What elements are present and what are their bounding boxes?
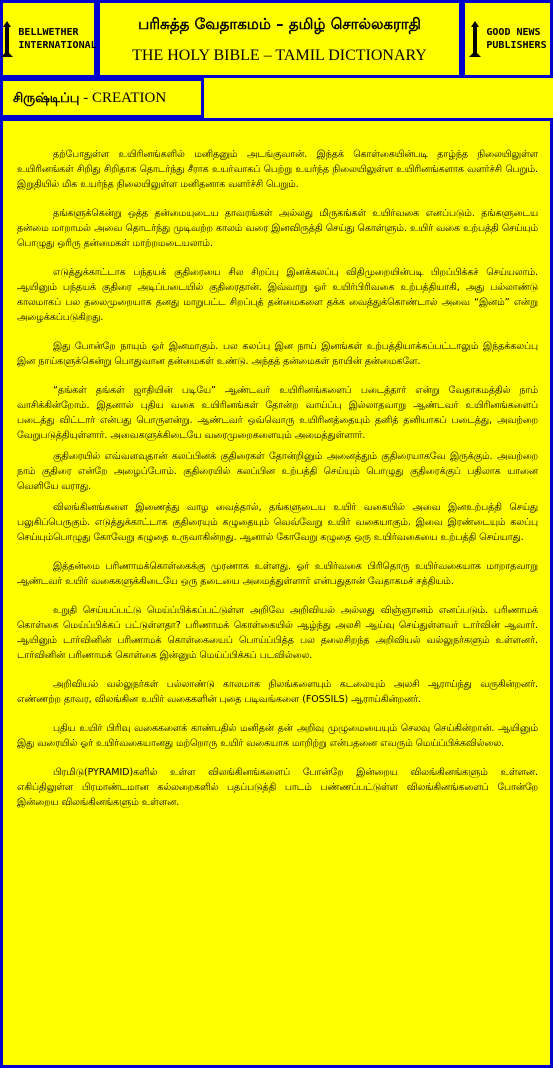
logo-right-line1: GOOD NEWS (486, 27, 541, 38)
paragraph-3: எடுத்துக்காட்டாக பந்தயக் குதிரையை சில சிறப்பு இனக்கலப்பு விதிமுறையின்படி பிறப்பிக்கச் செய்யலாம். ஆயினும் பந்தயக் குதிரை அடிப்படையில் குதிரைதான். இவ்வாறு ஓர் உயிர்பிரிவகை உற்பத்தியாகி, அது பல்லாண்டு காலமாகப் பல தலைமுறையாக தனது மாறுபட்ட சிறப்புத் தன்மைகளை தக்க வைத்துக்கொண்டால் அவை “இனம்” என்று அழைக்கப்படுகிறது. (17, 267, 538, 323)
paragraph-5: “தங்கள் தங்கள் ஜாதியின் படியே” ஆண்டவர் உயிரினங்களைப் படைத்தார் என்று வேதாகமத்தில் நாம் வாசிக்கின்றோம். இதனால் புதிய வகை உயிரினங்கள் தோன்ற வாய்ப்பு இல்லாதவாறு ஆண்டவர் உயிரினங்களைப் படைத்து விட்டார் என்பது பொருளன்று. ஆண்டவர் ஒவ்வொரு உயிரினத்தையும் தனித் தனியாகப் படைத்து, அவற்றை வேறுபடுத்தியுள்ளார். அவைகளுக்கிடையே வரைமுறைகளையும் அமைத்துள்ளார். (17, 385, 538, 441)
paragraph-6: குதிரையில் எவ்வளவுதான் கலப்பினக் குதிரைகள் தோன்றினும் அனைத்தும் குதிரையாகவே இருக்கும். அவற்றை நாம் குதிரை என்றே அழைப்போம். குதிரையில் கலப்பின உற்பத்தி செய்யும் பொழுது குதிரைக்குப் பதிலாக யானை வெளியே வராது. (17, 451, 538, 492)
paragraph-9: உறுதி செய்யப்பட்டு மெய்ப்பிக்கப்பட்டுள்ள அறிவே அறிவியல் அல்லது விஞ்ஞானம் எனப்படும். பரிணாமக் கொள்கை மெய்ப்பிக்கப் பட்டுள்ளதா? பரிணாமக் கொள்கையில் ஆழ்ந்து அலசி ஆய்வு செய்துள்ளவர் டார்வின் ஆவார். ஆயினும் டார்வினின் பரிணாமக் கொள்கையைப் பொய்ப்பித்த பல தலைசிறந்த அறிவியல் வல்லுநர்களும் உள்ளனர். டார்வினின் பரிணாமக் கொள்கை இன்னும் மெய்ப்பிக்கப் படவில்லை. (17, 605, 538, 661)
section-title (13, 90, 166, 107)
logo-left-line2: INTERNATIONAL (18, 40, 97, 51)
header-title-english: THE HOLY BIBLE – TAMIL DICTIONARY (132, 47, 427, 64)
logo-left-line1: BELLWETHER (18, 27, 79, 38)
section-title-sep: - (79, 90, 92, 106)
paragraph-1: தற்போதுள்ள உயிரினங்களில் மனிதனும் அடங்குவான். இந்தக் கொள்கையின்படி தாழ்ந்த நிலையிலுள்ள உயிரினங்கள் சிறிது சிறிதாக தொடர்ந்து சீராக உயர்வாகப் பெற்று உயர்ந்த நிலையிலுள்ள உயிரினங்களாக வளர்ச்சி பெறும். இறுதியில் மிக உயர்ந்த நிலையிலுள்ள மனிதனாக வளர்ச்சி பெறும். (17, 149, 538, 190)
section-title-box (0, 78, 204, 118)
page-header (97, 0, 462, 78)
paragraph-7: விலங்கினங்களை இணைத்து வாழ வைத்தால், தங்களுடைய உயிர் வகையில் அவை இனஉற்பத்தி செய்து பலுகிப்பெருகும். எடுத்துக்காட்டாக குதிரையும் கழுதையும் வெவ்வேறு உயிர் வகையாகும். இவை இரண்டையும் கலப்பு செய்யும்பொழுது கோவேறு கழுதை உருவாகின்றது. ஆனால் கோவேறு கழுதை ஒரு உயிர்வகையை உற்பத்தி செய்யாது. (17, 502, 538, 543)
header-title-tamil: பரிசுத்த வேதாகமம் – தமிழ் சொல்லகராதி (138, 15, 421, 33)
article-body (0, 118, 553, 1068)
paragraph-11: புதிய உயிர் பிரிவு வகைகளைக் காண்பதில் மனிதன் தன் அறிவு முழுமையையும் செலவு செய்கின்றான். ஆயினும் இது வரையில் ஓர் உயிர்வகையானது மற்றொரு உயிர் வகையாக மாறிற்று என்பதனை எவரும் மெய்ப்பிக்கவில்லை. (17, 723, 538, 749)
bellwether-logo-icon (0, 19, 14, 59)
good-news-logo-icon (468, 19, 482, 59)
section-title-tamil: சிருஷ்டிப்பு (13, 91, 80, 106)
section-title-english: CREATION (91, 90, 167, 106)
paragraph-10: அறிவியல் வல்லுநர்கள் பல்லாண்டு காலமாக நிலங்களையும் கடலையும் அலசி ஆராய்ந்து வருகின்றனர். எண்ணற்ற தாவர, விலங்கின உயிர் வகைகளின் புதை படிவங்களை (FOSSILS) ஆராய்கின்றனர். (17, 679, 538, 705)
paragraph-12: பிரமிடு(PYRAMID)களில் உள்ள விலங்கினங்களைப் போன்றே இன்றைய விலங்கினங்களும் உள்ளன. எகிப்திலுள்ள பிரமாண்டமான கல்லறைகளில் பதப்படுத்தி பாடம் பண்ணப்பட்டுள்ள விலங்கினங்களைப் போன்றே இன்றைய விலங்கினங்களும் உள்ளன. (17, 767, 538, 808)
paragraph-2: தங்களுக்கென்று ஒத்த தன்மையுடைய தாவரங்கள் அல்லது மிருகங்கள் உயிர்வகை எனப்படும். தங்களுடைய தன்மை மாறாமல் அவை தொடர்ந்து முடிவற்ற காலம் வரை இனவிருத்தி செய்து கொள்ளும். உயிர் வகை உற்பத்தி செய்யும் பொழுது ஒரிரு தன்மைகள் மாற்றமடையலாம். (17, 208, 538, 249)
paragraph-4: இது போன்றே நாயும் ஓர் இனமாகும். பல கலப்பு இன நாய் இனங்கள் உற்பத்தியாக்கப்பட்டாலும் இந்தக்கலப்பு இன நாய்களுக்கென்று பொதுவான தன்மைகள் உண்டு. அந்தத் தன்மைகள் நாயின் தன்மைகளே. (17, 341, 538, 367)
paragraph-8: இத்தன்மை பரிணாமக்கொள்கைக்கு முரணாக உள்ளது. ஓர் உயிர்வகை பிரிதொரு உயிர்வகையாக மாறாதவாறு ஆண்டவர் உயிர் வகைகளுக்கிடையே ஒரு தடையை அமைத்துள்ளார் என்பதுதான் வேதாகமச் சத்தியம். (17, 561, 538, 587)
publisher-logo-left (0, 0, 97, 78)
logo-right-line2: PUBLISHERS (486, 40, 547, 51)
publisher-logo-right (462, 0, 553, 78)
